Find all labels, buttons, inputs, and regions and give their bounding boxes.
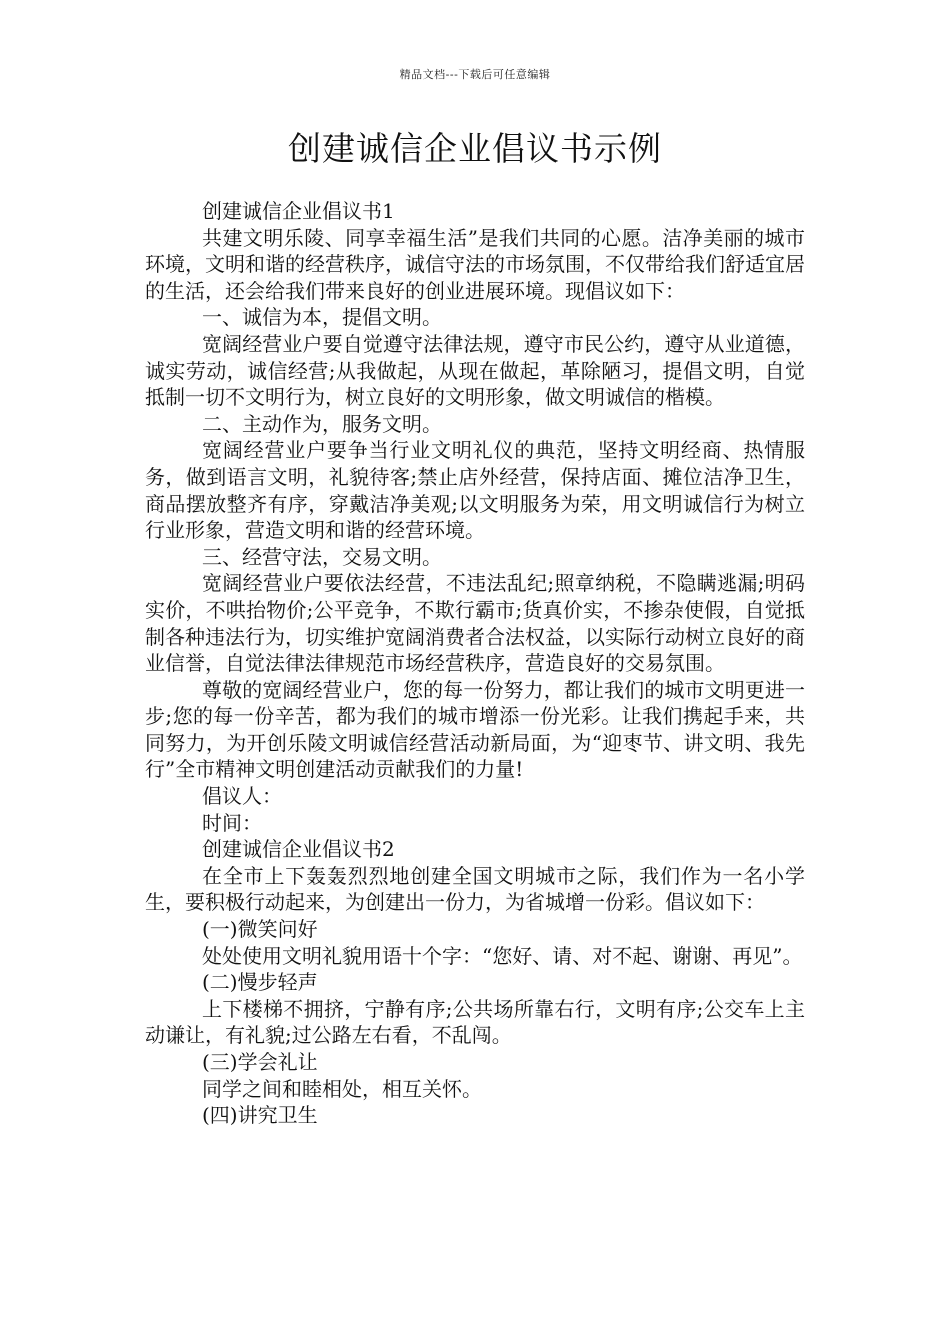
running-header: 精品文档---下载后可任意编辑 [399,68,551,81]
paragraph: 共建文明乐陵、同享幸福生活”是我们共同的心愿。洁净美丽的城市环境，文明和谐的经营秩序，诚信守法的市场氛围，不仅带给我们舒适宜居的生活，还会给我们带来良好的创业进展环境。现倡议如下： [145,225,805,303]
section-heading-2: 创建诚信企业倡议书2 [202,837,395,862]
paragraph: 宽阔经营业户要自觉遵守法律法规，遵守市民公约，遵守从业道德，诚实劳动，诚信经营;从我做起，从现在做起，革除陋习，提倡文明，自觉抵制一切不文明行为，树立良好的文明形象，做文明诚信的楷模。 [145,331,805,410]
date-label: 时间： [202,810,262,835]
paragraph: 同学之间和睦相处，相互关怀。 [202,1076,482,1101]
section-heading-1: 创建诚信企业倡议书1 [202,199,395,223]
paragraph: 尊敬的宽阔经营业户，您的每一份努力，都让我们的城市文明更进一步;您的每一份辛苦，都为我们的城市增添一份光彩。让我们携起手来，共同努力，为开创乐陵文明诚信经营活动新局面，为“迎枣节、讲文明、我先行”全市精神文明创建活动贡献我们的力量! [145,677,805,782]
paragraph: 宽阔经营业户要争当行业文明礼仪的典范，坚持文明经商、热情服务，做到语言文明，礼貌待客;禁止店外经营，保持店面、摊位洁净卫生，商品摆放整齐有序，穿戴洁净美观;以文明服务为荣，用文明诚信行为树立行业形象，营造文明和谐的经营环境。 [145,438,805,543]
subheading: 三、经营守法，交易文明。 [202,544,442,569]
document-title: 创建诚信企业倡议书示例 [288,129,662,168]
subheading: 一、诚信为本，提倡文明。 [202,305,442,330]
document-body [145,198,805,1129]
paragraph: 上下楼梯不拥挤，宁静有序;公共场所靠右行，文明有序;公交车上主动谦让，有礼貌;过公路左右看，不乱闯。 [145,996,805,1048]
paragraph: 在全市上下轰轰烈烈地创建全国文明城市之际，我们作为一名小学生，要积极行动起来，为创建出一份力，为省城增一份彩。倡议如下： [145,863,805,915]
subheading: (一)微笑问好 [202,917,318,942]
subheading: 二、主动作为，服务文明。 [202,411,442,436]
subheading: (四)讲究卫生 [202,1103,318,1128]
paragraph: 处处使用文明礼貌用语十个字：“您好、请、对不起、谢谢、再见”。 [202,943,803,968]
paragraph: 宽阔经营业户要依法经营，不违法乱纪;照章纳税，不隐瞒逃漏;明码实价，不哄抬物价;公平竞争，不欺行霸市;货真价实，不掺杂使假，自觉抵制各种违法行为，切实维护宽阔消费者合法权益，以实际行动树立良好的商业信誉，自觉法律法律规范市场经营秩序，营造良好的交易氛围。 [145,571,805,676]
subheading: (二)慢步轻声 [202,970,318,995]
subheading: (三)学会礼让 [202,1050,318,1074]
signature-label: 倡议人： [202,784,282,809]
